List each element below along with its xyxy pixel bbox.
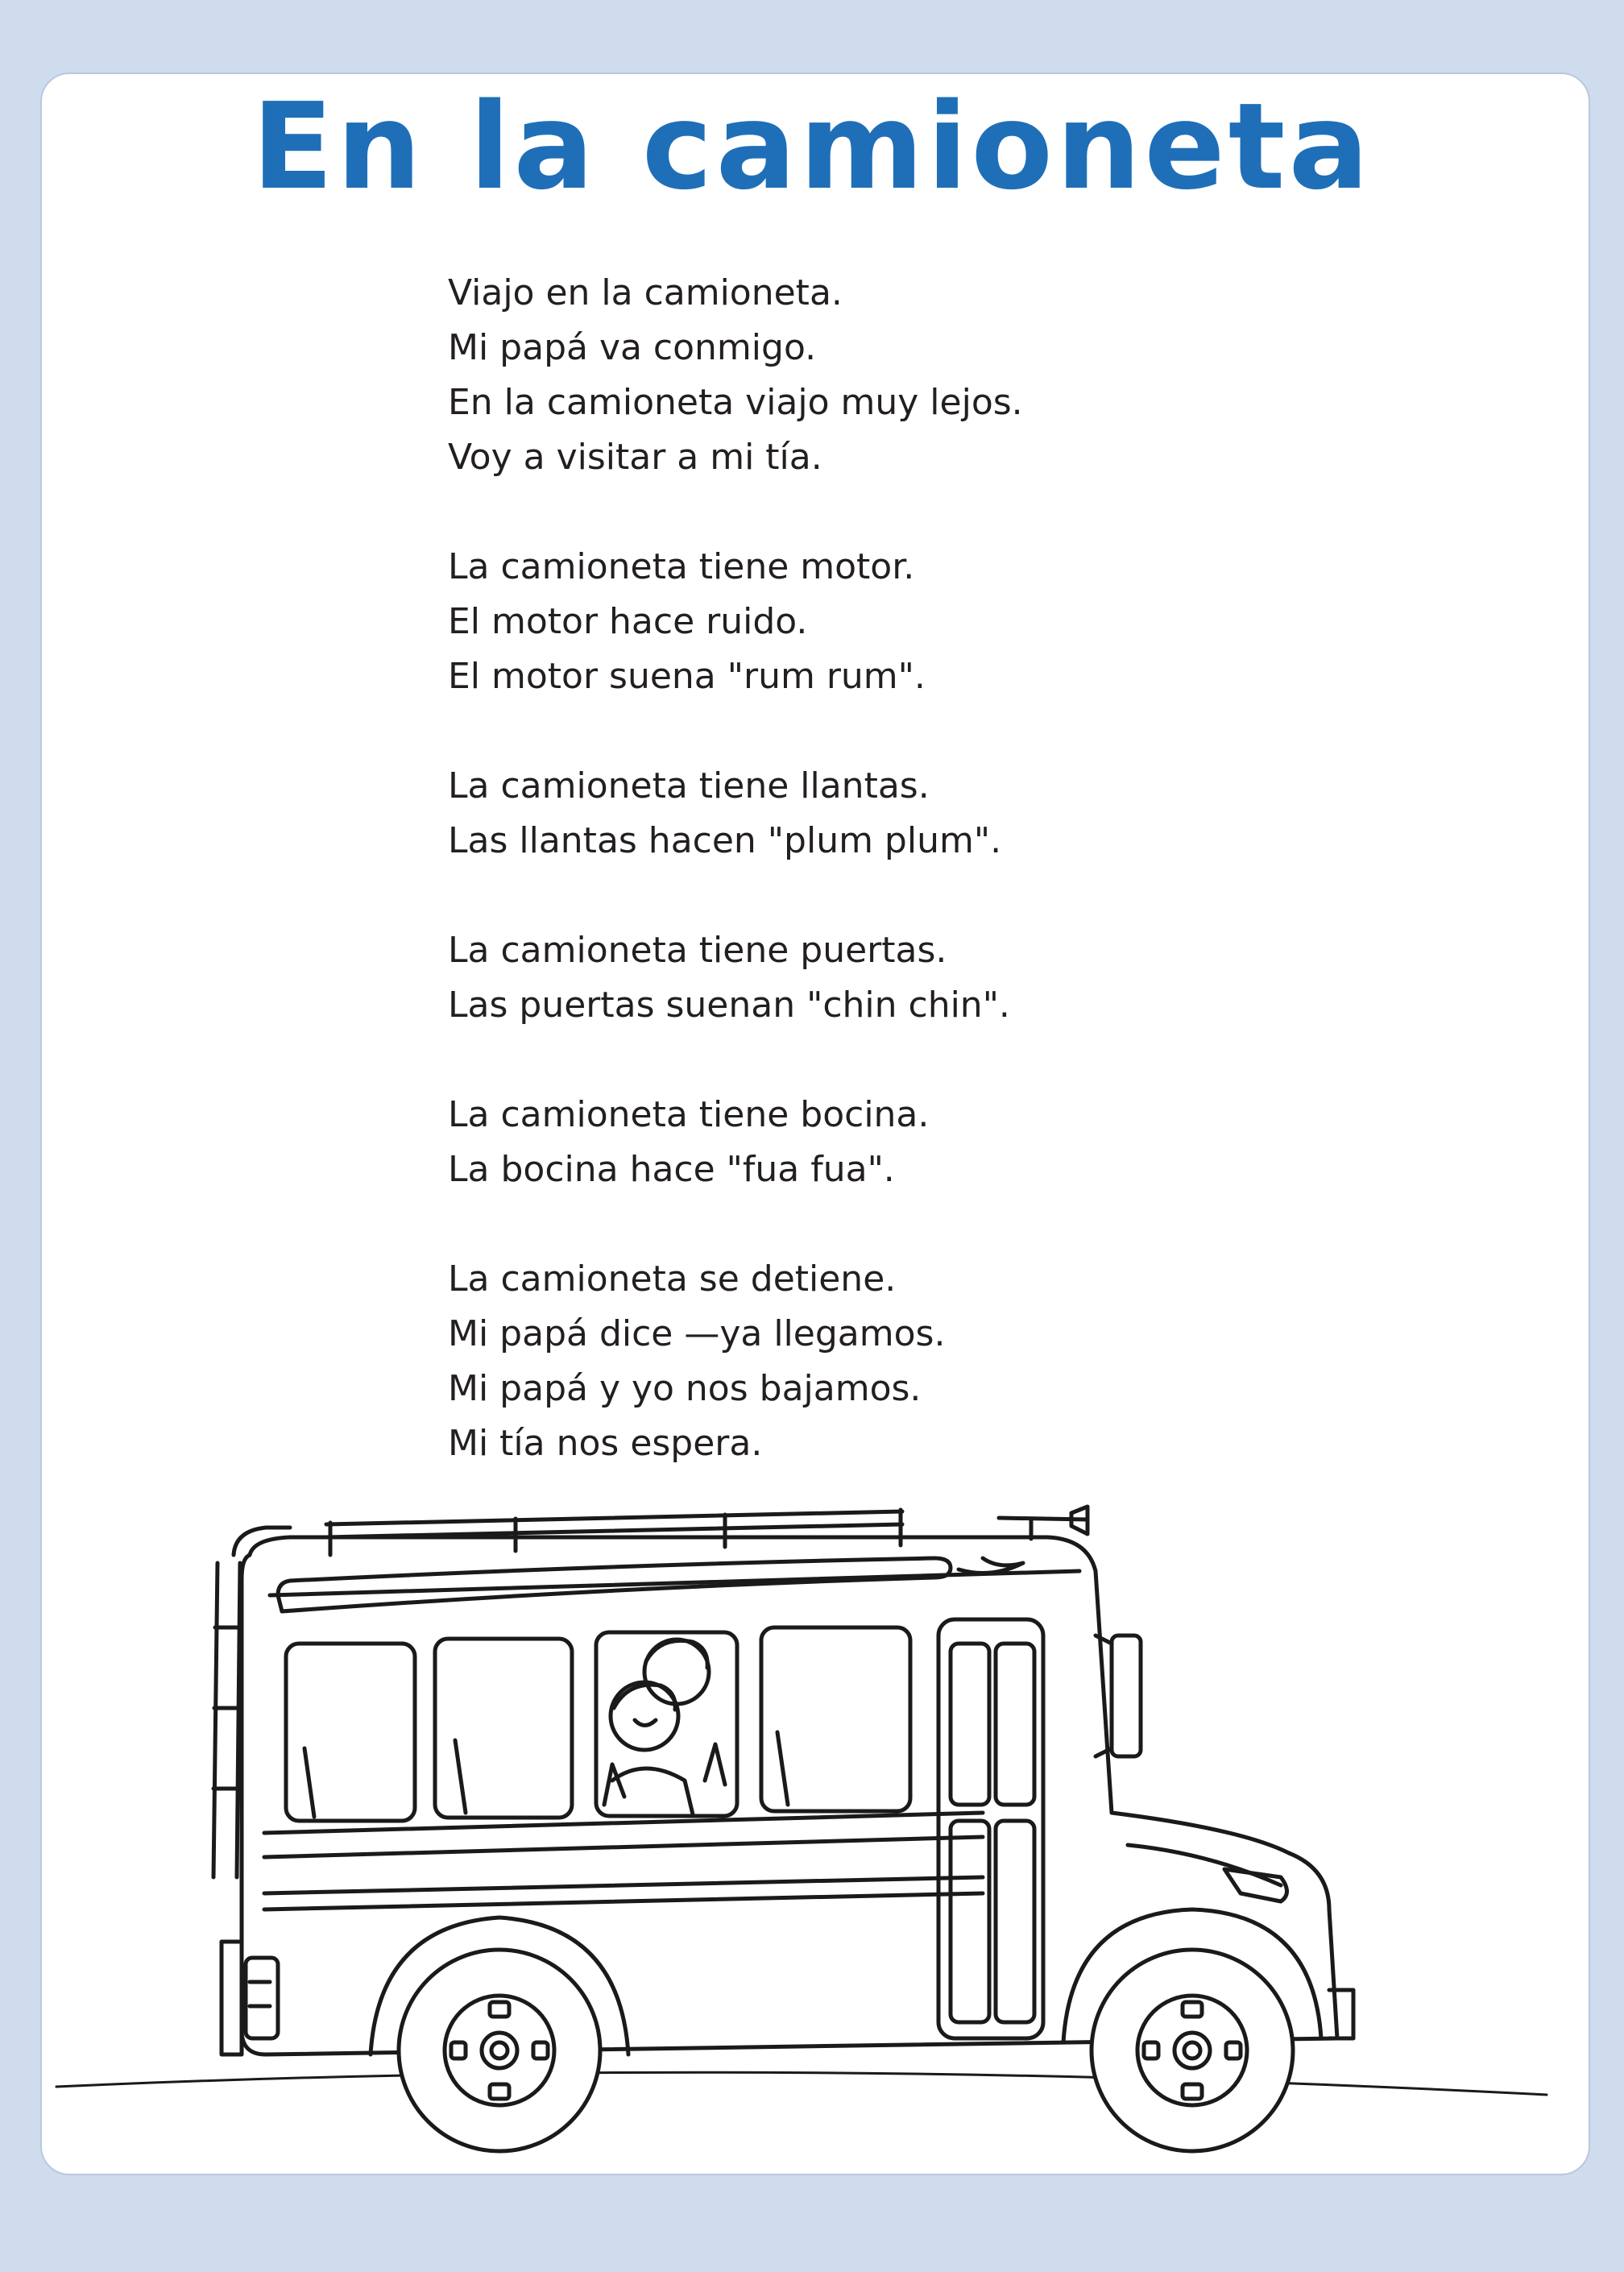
stanza-3 [448, 759, 1253, 869]
poem-line: La camioneta se detiene. [448, 1258, 897, 1300]
poem-line: Viajo en la camioneta. [448, 272, 843, 313]
stanza-4 [448, 923, 1253, 1033]
poem-line: La bocina hace "fua fua". [448, 1149, 895, 1190]
poem-line: La camioneta tiene bocina. [448, 1094, 930, 1135]
poem-line: El motor suena "rum rum". [448, 656, 926, 697]
poem-line: Mi tía nos espera. [448, 1423, 763, 1464]
poem-line: Mi papá y yo nos bajamos. [448, 1368, 922, 1409]
poem-line: La camioneta tiene llantas. [448, 765, 930, 806]
stanza-2 [448, 540, 1253, 704]
poem-line: Mi papá dice —ya llegamos. [448, 1313, 946, 1354]
poem-line: Voy a visitar a mi tía. [448, 437, 822, 478]
page-title: En la camioneta [251, 77, 1373, 216]
bus-illustration-icon [48, 1474, 1579, 2175]
poem [448, 266, 1253, 1471]
poem-line: El motor hace ruido. [448, 601, 808, 642]
poem-line: La camioneta tiene motor. [448, 546, 915, 587]
poem-line: Las puertas suenan "chin chin". [448, 985, 1010, 1026]
stanza-1 [448, 266, 1253, 485]
poem-line: Mi papá va conmigo. [448, 327, 817, 368]
stanza-5 [448, 1088, 1253, 1197]
poem-line: En la camioneta viajo muy lejos. [448, 382, 1023, 423]
stanza-6 [448, 1252, 1253, 1471]
poem-line: Las llantas hacen "plum plum". [448, 820, 1002, 861]
poem-line: La camioneta tiene puertas. [448, 930, 947, 971]
